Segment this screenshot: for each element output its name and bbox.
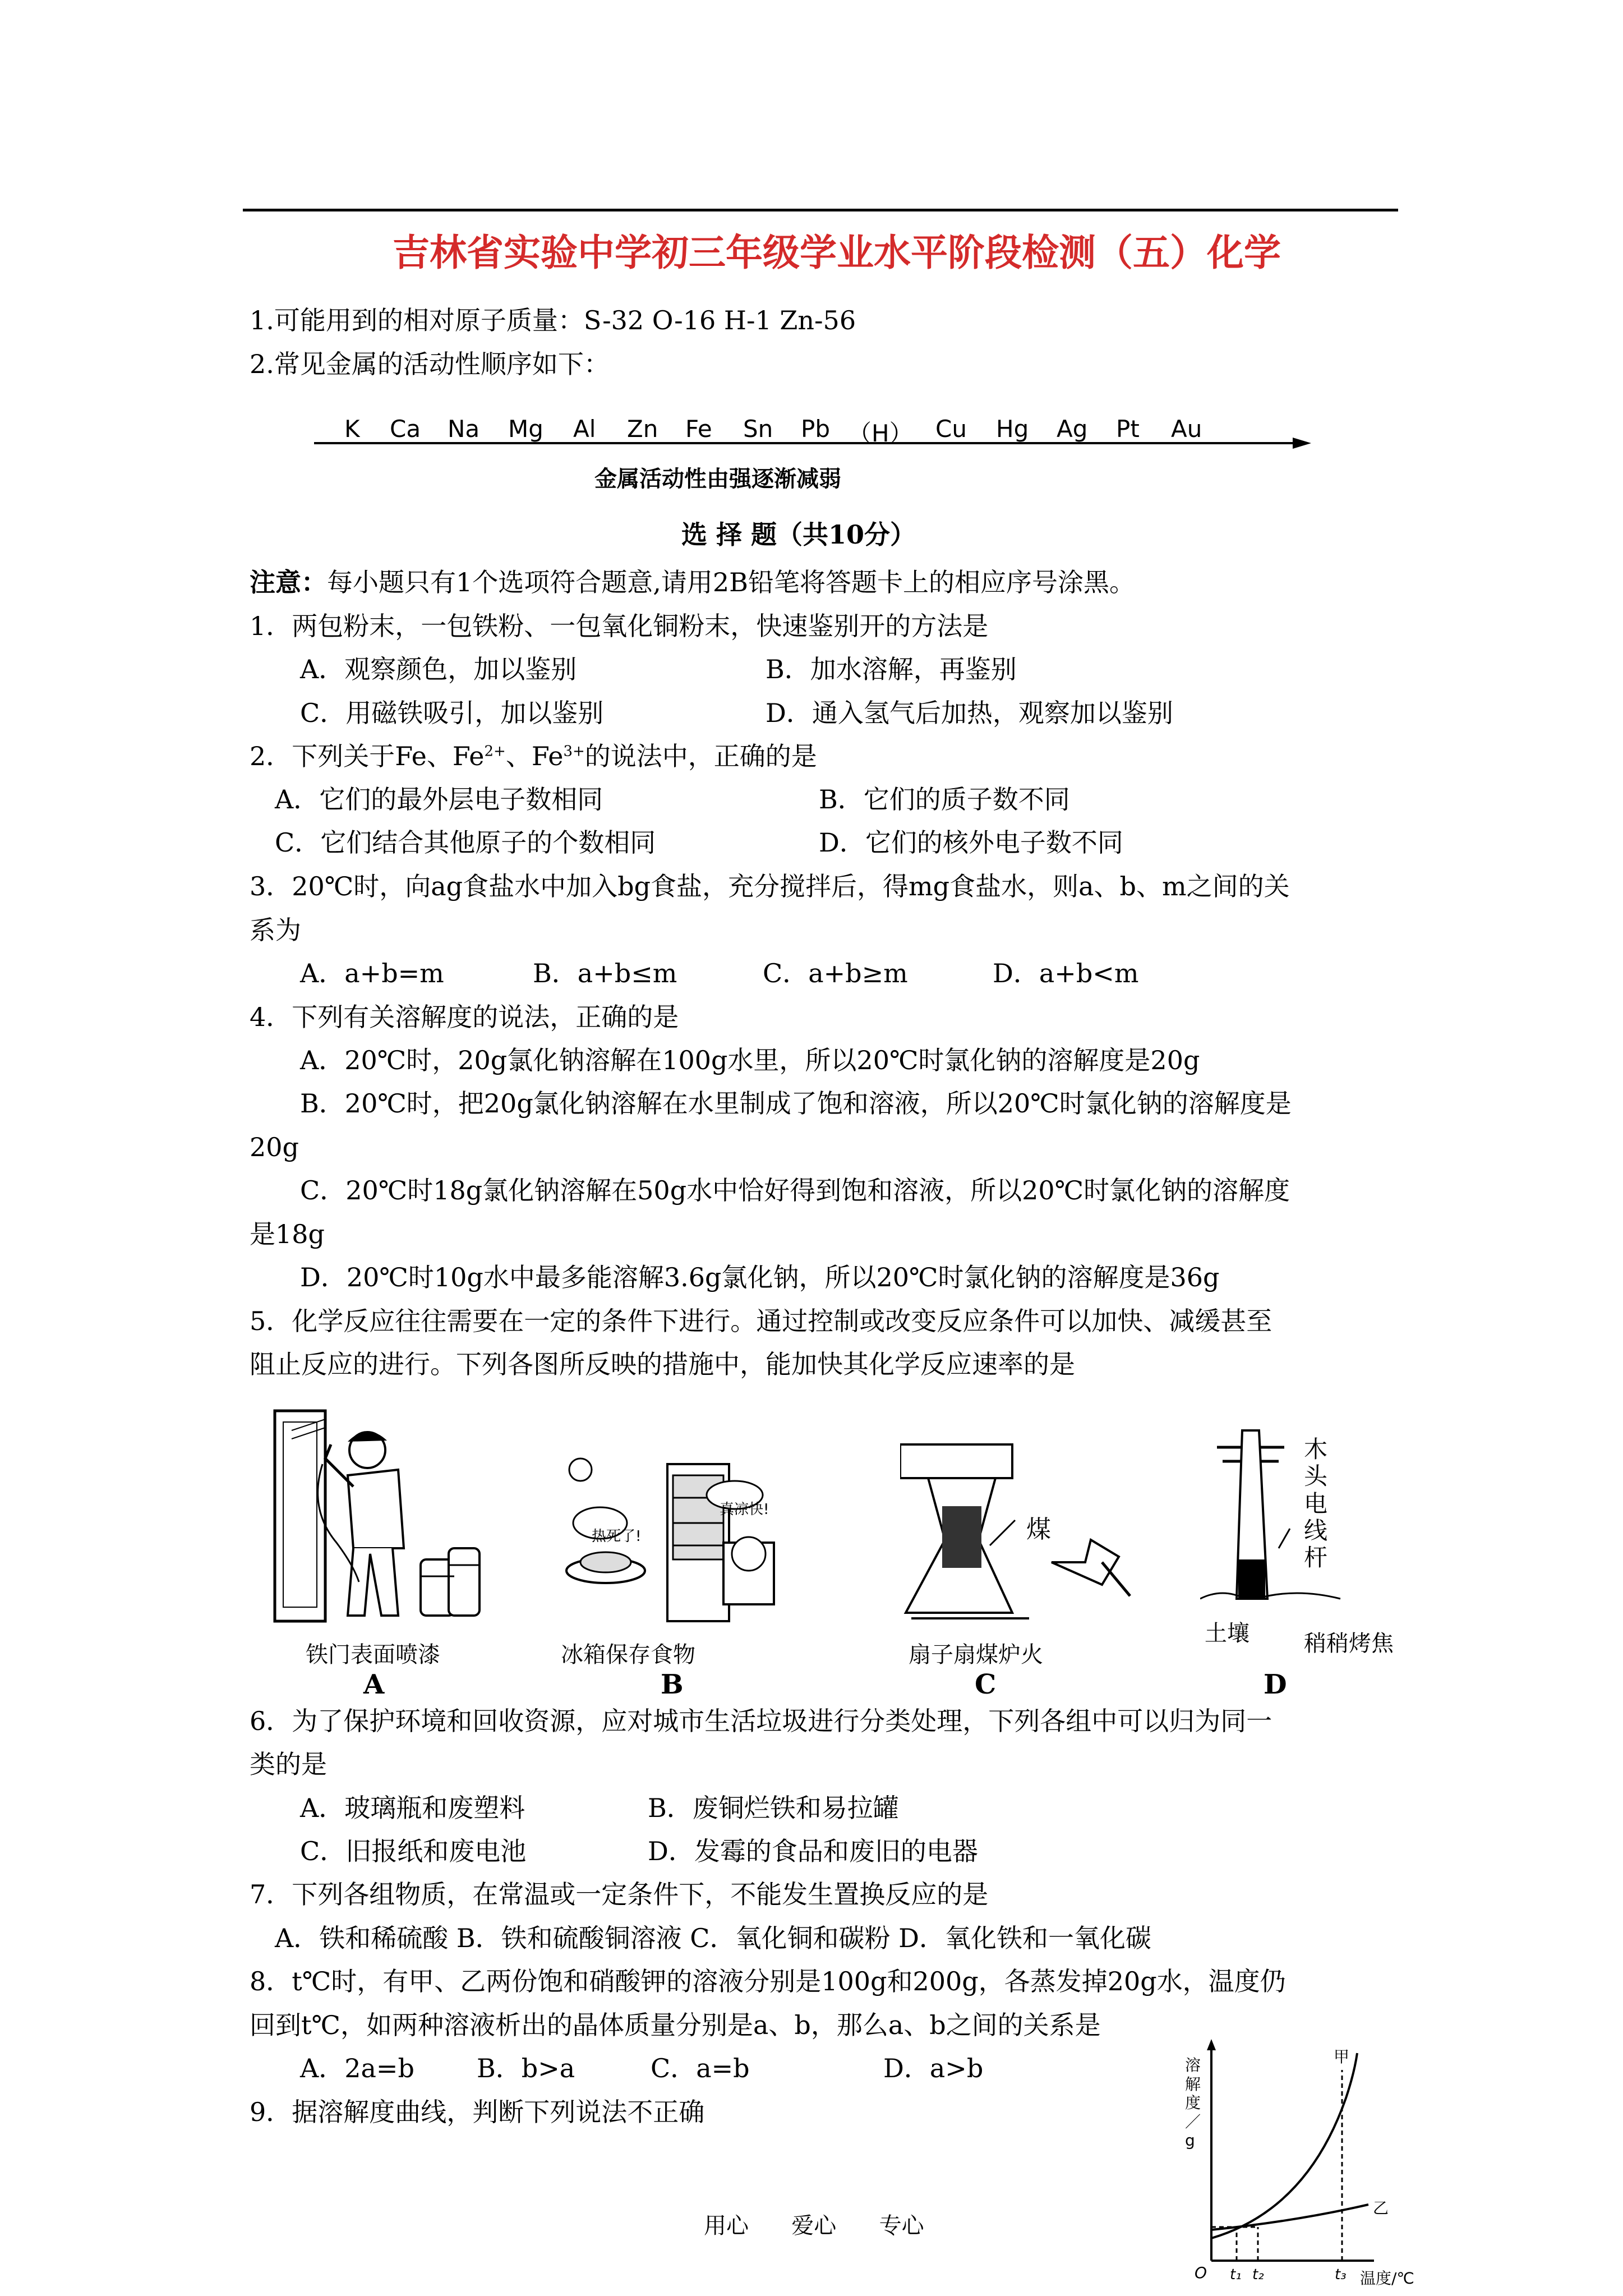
figure-b-letter: B (661, 1669, 684, 1700)
q1-option-d: D．通入氢气后加热，观察加以鉴别 (766, 698, 1173, 728)
q8-stem-1: 8．t℃时，有甲、乙两份饱和硝酸钾的溶液分别是100g和200g，各蒸发掉20g水，温度仍 (250, 1966, 1286, 1996)
metal-item: Cu (935, 415, 967, 443)
q1-option-b: B．加水溶解，再鉴别 (766, 654, 1017, 684)
q2-stem-pre: 2．下列关于Fe、Fe (250, 741, 485, 771)
figure-d-letter: D (1264, 1669, 1287, 1700)
q2-stem-post: 的说法中，正确的是 (584, 741, 817, 771)
metal-item: Zn (627, 415, 658, 443)
figure-a-painting (269, 1397, 494, 1632)
q5-stem-2: 阻止反应的进行。下列各图所反映的措施中，能加快其化学反应速率的是 (250, 1349, 1075, 1379)
metal-item: Mg (508, 415, 543, 443)
pole-label (1304, 1436, 1327, 1571)
page-footer: 用心 爱心 专心 (704, 2213, 924, 2239)
note-label: 注意： (250, 567, 327, 597)
q2-stem-mid: 、Fe (505, 741, 564, 771)
q7-stem: 7．下列各组物质，在常温或一定条件下，不能发生置换反应的是 (250, 1879, 989, 1910)
q1-stem: 1．两包粉末，一包铁粉、一包氧化铜粉末，快速鉴别开的方法是 (250, 611, 989, 641)
q3-option-d: D．a+b<m (993, 958, 1139, 988)
q4-option-c-2: 是18g (250, 1219, 325, 1249)
figure-b-caption: 冰箱保存食物 (561, 1642, 695, 1668)
q5-stem-1: 5．化学反应往往需要在一定的条件下进行。通过控制或改变反应条件可以加快、减缓甚至 (250, 1306, 1272, 1336)
series-yi: 乙 (1373, 2199, 1389, 2217)
graph-tick: t₂ (1252, 2266, 1264, 2283)
metal-item: Ca (390, 415, 421, 443)
metal-item: Hg (996, 415, 1029, 443)
metal-item: Pt (1116, 415, 1140, 443)
solubility-graph (1183, 2036, 1419, 2283)
q4-stem: 4．下列有关溶解度的说法，正确的是 (250, 1002, 679, 1032)
q2-sup-1: 2+ (484, 743, 506, 760)
curve-yi (1211, 2205, 1368, 2230)
note-line (250, 569, 1135, 595)
pole-label-char: 头 (1304, 1462, 1328, 1490)
q2-option-c: C．它们结合其他原子的个数相同 (275, 827, 656, 858)
bubble-cool: 真凉快! (720, 1501, 769, 1518)
pole-label-char: 木 (1304, 1435, 1328, 1463)
q8-option-b: B．b>a (477, 2053, 575, 2083)
figure-a-caption: 铁门表面喷漆 (306, 1642, 440, 1668)
q8-stem-2: 回到t℃，如两种溶液析出的晶体质量分别是a、b，那么a、b之间的关系是 (250, 2010, 1101, 2040)
graph-origin: O (1195, 2263, 1207, 2282)
graph-tick: t₃ (1335, 2266, 1347, 2283)
q2-option-b: B．它们的质子数不同 (819, 784, 1070, 815)
q6-stem-1: 6．为了保护环境和回收资源，应对城市生活垃圾进行分类处理，下列各组中可以归为同一 (250, 1706, 1272, 1736)
figure-b-fridge (555, 1453, 780, 1627)
q1-option-a: A．观察颜色，加以鉴别 (300, 654, 577, 684)
info-line-1: 1.可能用到的相对原子质量：S-32 O-16 H-1 Zn-56 (250, 305, 856, 335)
q8-option-d: D．a>b (883, 2053, 984, 2083)
ylabel-char: ／ (1185, 2112, 1201, 2131)
note-text: 每小题只有1个选项符合题意,请用2B铅笔将答题卡上的相应序号涂黑。 (327, 567, 1135, 597)
pole-label-char: 电 (1304, 1489, 1328, 1517)
activity-caption: 金属活动性由强逐渐减弱 (594, 466, 841, 492)
q3-option-c: C．a+b≥m (763, 958, 908, 988)
top-rule (243, 209, 1398, 211)
q2-option-d: D．它们的核外电子数不同 (819, 827, 1123, 858)
ylabel-char: 解 (1185, 2074, 1201, 2093)
q3-option-a: A．a+b=m (300, 958, 444, 988)
figure-a-letter: A (363, 1669, 385, 1700)
q4-option-b-1: B．20℃时，把20g氯化钠溶解在水里制成了饱和溶液，所以20℃时氯化钠的溶解度是 (300, 1088, 1292, 1119)
metal-item: Na (448, 415, 480, 443)
q8-option-c: C．a=b (651, 2053, 750, 2083)
activity-arrow (314, 435, 1312, 452)
graph-tick: t₁ (1230, 2266, 1242, 2283)
bubble-hot: 热死了! (592, 1528, 642, 1545)
q6-option-a: A．玻璃瓶和废塑料 (300, 1793, 525, 1823)
q3-stem-2: 系为 (250, 915, 301, 945)
figure-c-stove (900, 1433, 1136, 1627)
q3-stem-1: 3．20℃时，向ag食盐水中加入bg食盐，充分搅拌后，得mg食盐水，则a、b、m之间的关 (250, 871, 1290, 901)
info-line-2: 2.常见金属的活动性顺序如下： (250, 349, 610, 379)
q9-stem: 9．据溶解度曲线，判断下列说法不正确 (250, 2097, 705, 2127)
pole-label-char: 线 (1304, 1516, 1328, 1544)
metal-item: Ag (1057, 415, 1088, 443)
series-jia: 甲 (1334, 2047, 1350, 2066)
q8-option-a: A．2a=b (300, 2053, 414, 2083)
metal-item: Fe (685, 415, 712, 443)
metal-item: Al (573, 415, 596, 443)
q6-option-c: C．旧报纸和废电池 (300, 1836, 527, 1866)
graph-ylabel (1185, 2056, 1201, 2150)
metal-item: Au (1171, 415, 1202, 443)
metal-item: （H） (848, 420, 913, 447)
q4-option-c-1: C．20℃时18g氯化钠溶解在50g水中恰好得到饱和溶液，所以20℃时氯化钠的溶解度 (300, 1175, 1290, 1205)
q7-options: A．铁和稀硫酸 B．铁和硫酸铜溶液 C．氧化铜和碳粉 D．氧化铁和一氧化碳 (275, 1923, 1151, 1953)
pole-label-char: 杆 (1304, 1544, 1328, 1572)
figure-c-letter: C (975, 1669, 997, 1700)
curve-jia (1211, 2053, 1357, 2238)
q2-stem (250, 743, 817, 769)
q6-option-b: B．废铜烂铁和易拉罐 (648, 1793, 899, 1823)
q6-stem-2: 类的是 (250, 1749, 327, 1779)
soil-label: 土壤 (1205, 1621, 1249, 1646)
section-heading: 选 择 题（共10分） (681, 519, 916, 550)
coal-label: 煤 (1026, 1515, 1051, 1544)
q2-sup-2: 3+ (563, 743, 585, 760)
ylabel-char: g (1185, 2131, 1195, 2150)
graph-xlabel: 温度/℃ (1360, 2269, 1414, 2288)
figure-c-caption: 扇子扇煤炉火 (909, 1642, 1043, 1668)
q2-option-a: A．它们的最外层电子数相同 (275, 784, 603, 815)
q4-option-a: A．20℃时，20g氯化钠溶解在100g水里，所以20℃时氯化钠的溶解度是20g (300, 1045, 1200, 1075)
q4-option-d: D．20℃时10g水中最多能溶解3.6g氯化钠，所以20℃时氯化钠的溶解度是36g (300, 1262, 1220, 1292)
metal-item: K (344, 415, 360, 443)
page-title: 吉林省实验中学初三年级学业水平阶段检测（五）化学 (393, 231, 1281, 274)
metal-item: Sn (743, 415, 773, 443)
ylabel-char: 度 (1185, 2093, 1201, 2113)
metal-item: Pb (801, 415, 830, 443)
ylabel-char: 溶 (1185, 2056, 1201, 2074)
q1-option-c: C．用磁铁吸引，加以鉴别 (300, 698, 604, 728)
q6-option-d: D．发霉的食品和废旧的电器 (648, 1836, 978, 1866)
q4-option-b-2: 20g (250, 1132, 299, 1162)
q3-option-b: B．a+b≤m (533, 958, 677, 988)
figure-d-caption: 稍稍烤焦 (1304, 1631, 1394, 1657)
